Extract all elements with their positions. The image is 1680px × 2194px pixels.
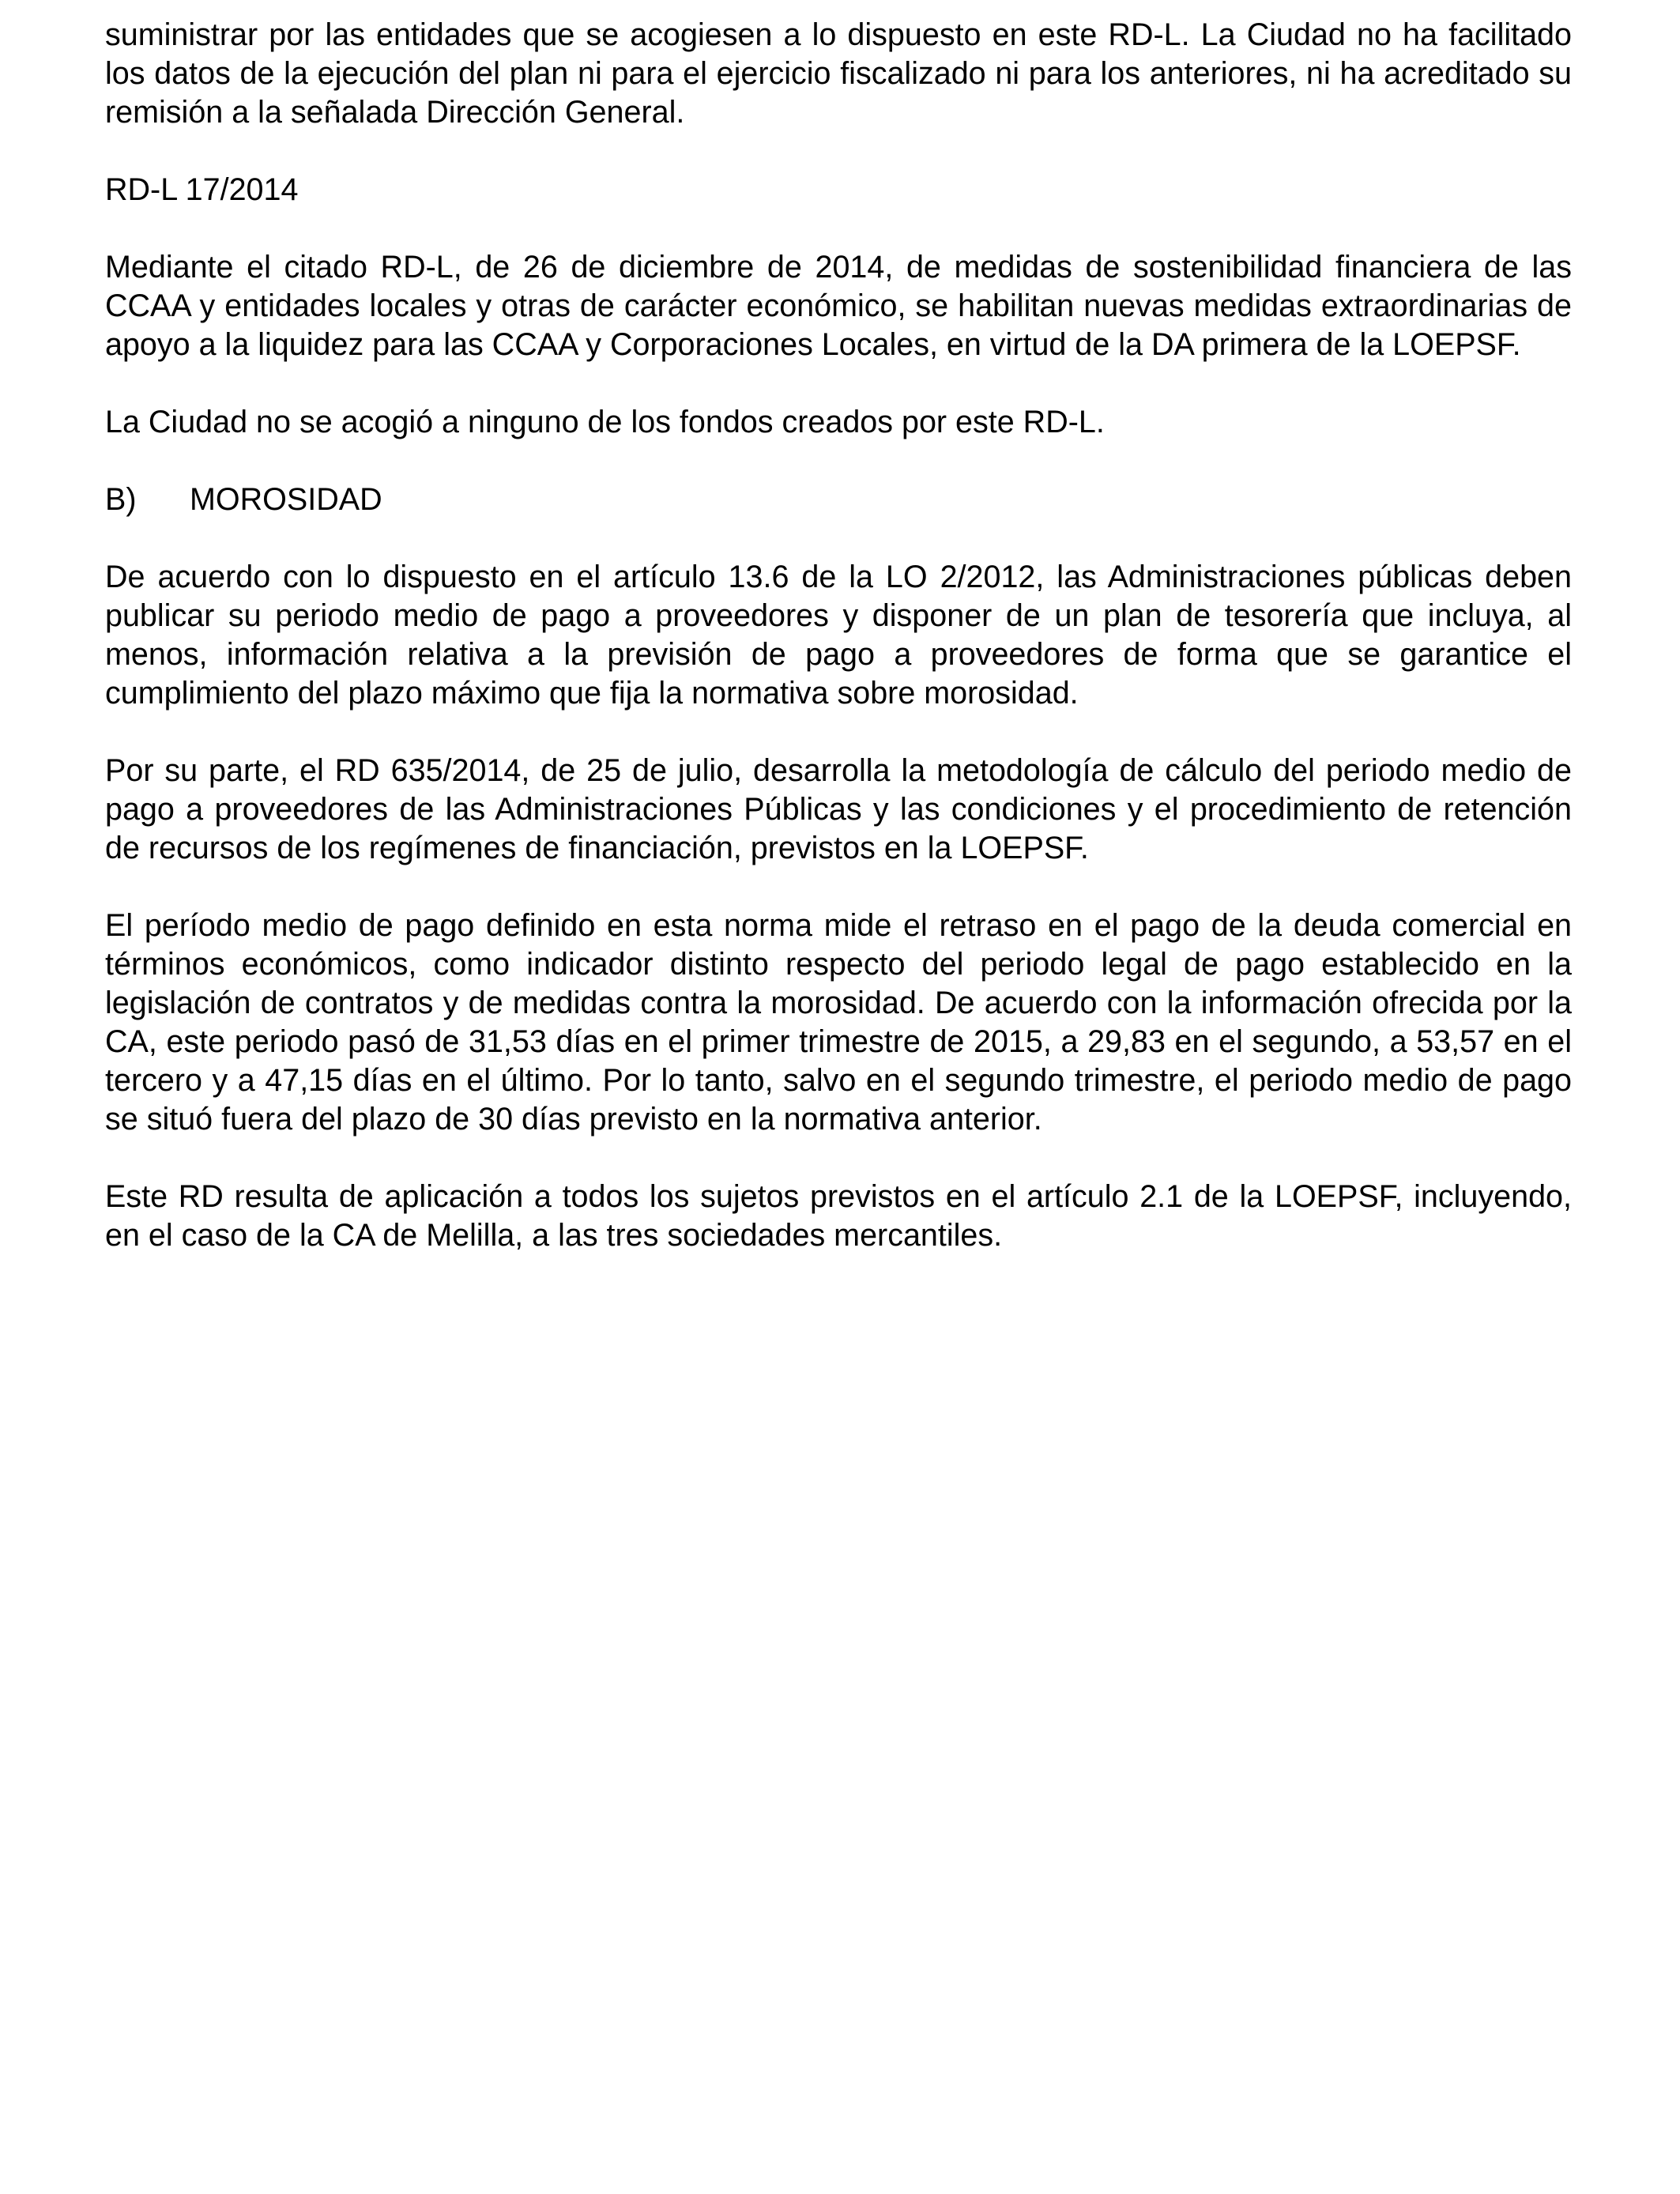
paragraph-lo-2-2012: De acuerdo con lo dispuesto en el artículo 13.6 de la LO 2/2012, las Administraciones públicas deben publicar su periodo medio de pago a proveedores y disponer de un plan de tesorería que incluya, al menos, información relativa a la previsión de pago a proveedores de forma que se garantice el cumplimiento del plazo máximo que fija la normativa sobre morosidad. [105,560,1572,711]
paragraph-plan-ejecucion: suministrar por las entidades que se acogiesen a lo dispuesto en este RD-L. La Ciudad no ha facilitado los datos de la ejecución del plan ni para el ejercicio fiscalizado ni para los anteriores, ni ha acreditado su remisión a la señalada Dirección General. [105,17,1572,130]
subheading-rdl-17-2014: RD-L 17/2014 [105,172,299,207]
paragraph-rdl-medidas: Mediante el citado RD-L, de 26 de diciembre de 2014, de medidas de sostenibilidad financiera de las CCAA y entidades locales y otras de carácter económico, se habilitan nuevas medidas extraordinarias de apoyo a la liquidez para las CCAA y Corporaciones Locales, en virtud de la DA primera de la LOEPSF. [105,250,1572,362]
paragraph-periodo-medio-pago: El período medio de pago definido en esta norma mide el retraso en el pago de la deuda comercial en términos económicos, como indicador distinto respecto del periodo legal de pago establecido en la legislación de contratos y de medidas contra la morosidad. De acuerdo con la información ofrecida por la CA, este periodo pasó de 31,53 días en el primer trimestre de 2015, a 29,83 en el segundo, a 53,57 en el tercero y a 47,15 días en el último. Por lo tanto, salvo en el segundo trimestre, el periodo medio de pago se situó fuera del plazo de 30 días previsto en la normativa anterior. [105,908,1572,1137]
section-number: B) [105,482,137,517]
paragraph-no-acogio: La Ciudad no se acogió a ninguno de los fondos creados por este RD-L. [105,405,1105,439]
paragraph-aplicacion-sujetos: Este RD resulta de aplicación a todos los sujetos previstos en el artículo 2.1 de la LOEPSF, incluyendo, en el caso de la CA de Melilla, a las tres sociedades mercantiles. [105,1179,1572,1253]
section-title: MOROSIDAD [190,482,382,517]
section-heading-morosidad [105,481,1572,519]
document-page [105,16,1572,1294]
paragraph-rd-635-2014: Por su parte, el RD 635/2014, de 25 de julio, desarrolla la metodología de cálculo del periodo medio de pago a proveedores de las Administraciones Públicas y las condiciones y el procedimiento de retención de recursos de los regímenes de financiación, previstos en la LOEPSF. [105,753,1572,865]
